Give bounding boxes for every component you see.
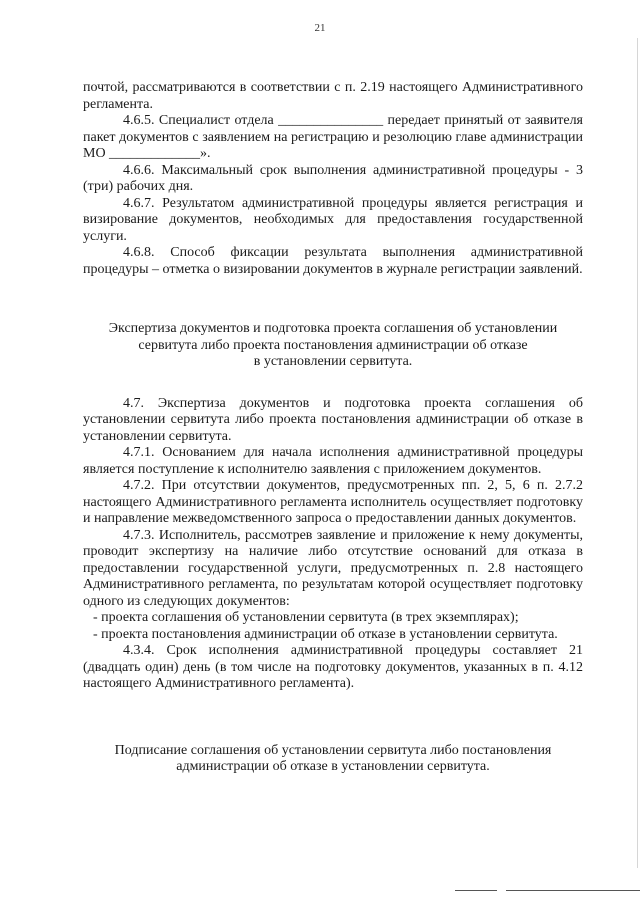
scan-edge-line — [506, 890, 640, 891]
paragraph-4-6-5: 4.6.5. Специалист отдела _______________ передает принятый от заявителя пакет документов с заявлением на регистрацию и резолюцию главе администрации МО _____________». — [83, 113, 583, 161]
scan-edge-line — [455, 890, 497, 891]
list-item-refusal-draft: - проекта постановления администрации об отказе в установлении сервитута. — [93, 626, 558, 642]
heading-line: в установлении сервитута. — [253, 354, 413, 369]
document-body — [83, 80, 583, 776]
heading-line: сервитута либо проекта постановления администрации об отказе — [138, 337, 528, 353]
page-edge-shadow — [637, 38, 638, 868]
paragraph-4-6-7: 4.6.7. Результатом административной процедуры является регистрация и визирование документов, необходимых для предоставления государственной услуги. — [83, 195, 583, 244]
paragraph-4-7-3: 4.7.3. Исполнитель, рассмотрев заявление и приложение к нему документы, проводит экспертизу на наличие либо отсутствие оснований для отказа в предоставлении государственной услуги, предусмотренных п. 2.8 настоящего Административного регламента, по результатам которой осуществляет подготовку одного из следующих документов: — [83, 527, 583, 609]
paragraph-4-7: 4.7. Экспертиза документов и подготовка проекта соглашения об установлении сервитута либо проекта постановления администрации об отказе в установлении сервитута. — [83, 395, 583, 444]
paragraph-4-7-1: 4.7.1. Основанием для начала исполнения административной процедуры является поступление к исполнителю заявления с приложением документов. — [83, 445, 583, 477]
paragraph-continuation: почтой, рассматриваются в соответствии с п. 2.19 настоящего Административного регламента. — [83, 80, 583, 112]
paragraph-4-6-6: 4.6.6. Максимальный срок выполнения административной процедуры - 3 (три) рабочих дня. — [83, 162, 583, 194]
paragraph-4-6-8: 4.6.8. Способ фиксации результата выполнения административной процедуры – отметка о визировании документов в журнале регистрации заявлений. — [83, 245, 583, 277]
list-item-agreement-draft: - проекта соглашения об установлении сервитута (в трех экземплярах); — [93, 610, 519, 625]
paragraph-4-3-4: 4.3.4. Срок исполнения административной процедуры составляет 21 (двадцать один) день (в том числе на подготовку документов, указанных в п. 4.12 настоящего Административного регламента). — [83, 643, 583, 691]
heading-line: Подписание соглашения об установлении сервитута либо постановления — [114, 742, 552, 758]
section-heading-signing — [83, 743, 583, 776]
heading-line: Экспертиза документов и подготовка проекта соглашения об установлении — [108, 321, 558, 336]
paragraph-4-7-2: 4.7.2. При отсутствии документов, предусмотренных пп. 2, 5, 6 п. 2.7.2 настоящего Административного регламента исполнитель осуществляет подготовку и направление межведомственного запроса о предоставлении данных документов. — [83, 478, 583, 526]
spacer — [83, 693, 583, 743]
spacer — [83, 371, 583, 396]
section-heading-expertise — [83, 321, 583, 371]
page-number: 21 — [314, 22, 326, 34]
spacer — [83, 278, 583, 321]
heading-line: администрации об отказе в установлении сервитута. — [176, 759, 490, 774]
